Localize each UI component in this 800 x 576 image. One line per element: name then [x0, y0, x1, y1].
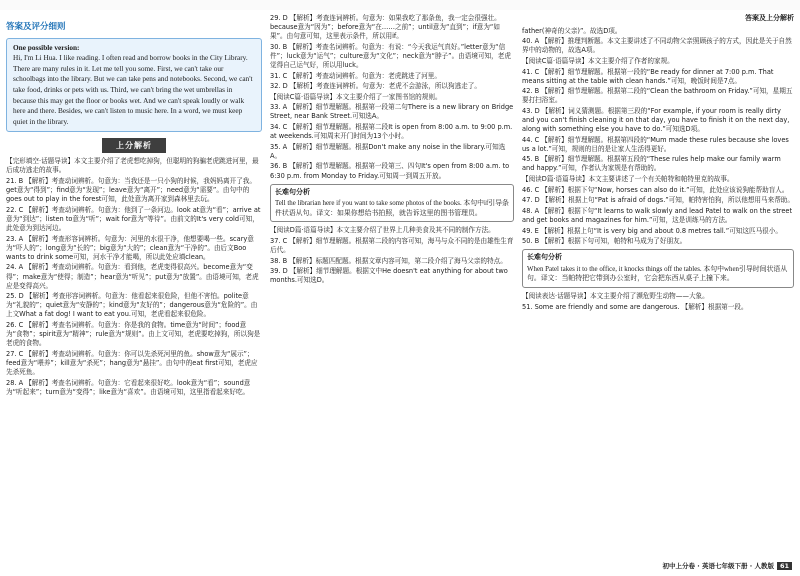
sentence-analysis-box [522, 249, 794, 288]
answer-paragraph: 21. B 【解析】考查动词辨析。句意为：当我还是一只小狗的时候，我妈妈离开了我。get意为“得到”；find意为“发现”；leave意为“离开”；need意为“需要”。由句中的goes out to play in the forest可知，此处意为离开家到森林里去玩。 [6, 177, 256, 204]
answer-paragraph: 42. B 【解析】细节理解题。根据第二段的“Clean the bathroom on Friday.”可知，星期五要打扫浴室。 [522, 87, 793, 105]
answer-paragraph: 【阅读表达·话题导读】本文主要介绍了濒危野生动物——大象。 [522, 291, 709, 300]
answer-paragraph: 【阅读C篇·语篇导读】本文主要介绍了作者的家规。 [522, 56, 674, 65]
right-header-tag: 答案及上分解析 [745, 14, 794, 22]
box-title: 长难句分析 [275, 187, 310, 196]
answer-paragraph: 27. C 【解析】考查动词辨析。句意为：你可以先杀死河里的鱼。show意为“展示”；feed意为“喂养”；kill意为“杀死”；hang意为“悬挂”。由句中的eat first可知，老虎应先杀死鱼。 [6, 349, 258, 376]
answer-paragraph: 40. A 【解析】推理判断题。本文主要讲述了不同动物父亲照顾孩子的方式，因此是关于自然界中的动物的，故选A项。 [522, 37, 792, 55]
answer-paragraph: 【阅读C篇·语篇导读】本文主要介绍了一家图书馆的规则。 [270, 92, 442, 101]
page-footer [662, 561, 792, 570]
answer-paragraph: 33. A 【解析】细节理解题。根据第一段第二句There is a new library on Bridge Street, near Bank Street.可知选A。 [270, 103, 514, 121]
answer-paragraph: 28. A 【解析】考查名词辨析。句意为：它看起来很好吃。look意为“看”；sound意为“听起来”；turn意为“变得”；like意为“喜欢”。由语境可知，这里指看起来好吃。 [6, 378, 251, 396]
answer-paragraph: 51. Some are friendly and some are dangerous. 【解析】根据第一段。 [522, 302, 748, 311]
footer-text: 初中上分卷 · 英语七年级下册 · 人教版 [662, 562, 774, 570]
answer-paragraph: 31. C 【解析】考查动词辨析。句意为：老虎跳进了河里。 [270, 71, 441, 80]
answer-paragraph: 24. A 【解析】考查动词辨析。句意为：看到他，老虎变得很高兴。become意为“变得”；make意为“使得；制造”；hear意为“听见”；put意为“放置”。由语境可知，老虎应是变得高兴。 [6, 263, 259, 290]
answer-paragraph: 36. B 【解析】细节理解题。根据第一段第三、四句It's open from 8:00 a.m. to 6:30 p.m. from Monday to Friday.可知周一到周五开放。 [270, 162, 510, 180]
column-left [6, 14, 262, 562]
essay-heading: One possible version: [13, 42, 80, 52]
answer-paragraph: 32. D 【解析】考查连词辨析。句意为：老虎不会游泳，所以狗逃走了。 [270, 82, 481, 91]
analysis-banner [6, 138, 262, 153]
essay-text: Hi, I'm Li Hua. I like reading. I often read and borrow books in the City Library. There are many rules in it. Let me tell you some. First, we can't take our schoolbags into the library. But we can take pens and notebooks. Second, we can't take food, drinks or pets with us. Third, we can't bring the wet umbrellas in because this may get the floor or books wet. And we can't speak loudly or walk here and there. Besides, we can't listen to music here. In a word, we must keep quiet in the library. [13, 53, 253, 126]
column-right [522, 14, 794, 562]
answer-paragraph: 【阅读D篇·语篇导读】本文主要介绍了世界上几种美食及其不同的制作方法。 [270, 226, 495, 235]
answer-paragraph: 46. C 【解析】根据下句“Now, horses can also do it.”可知，此处应该说狗能帮助盲人。 [522, 185, 789, 194]
answer-paragraph: 45. B 【解析】细节理解题。根据第五段的“These rules help make our family warm and happy.”可知，作者认为家规是有帮助的。 [522, 155, 781, 173]
answer-paragraph: 44. C 【解析】细节理解题。根据第四段的“Mum made these rules because she loves us a lot.”可知，规则的目的是让家人生活得更好。 [522, 135, 789, 153]
column-middle [270, 14, 514, 562]
answer-paragraph: 30. B 【解析】考查名词辨析。句意为：有说：“今天我运气真好。”letter意为“信件”；luck意为“运气”；culture意为“文化”；neck意为“脖子”。由语境可知，老虎觉得自己运气好，所以用luck。 [270, 42, 511, 69]
answer-paragraph: 【阅读D篇·语篇导读】本文主要讲述了一个有关帕特和帕特里克的故事。 [522, 175, 734, 184]
answer-paragraph: 25. D 【解析】考查形容词辨析。句意为：他看起来很危险，但他不害怕。polite意为“礼貌的”；quiet意为“安静的”；kind意为“友好的”；dangerous意为“危险的”。由上文What a fat dog! I want to eat you.可知，老虎看起来很危险。 [6, 292, 258, 319]
answer-paragraph: 22. C 【解析】考查动词辨析。句意为：他到了一条河边。look at意为“看”；arrive at意为“到达”；listen to意为“听”；wait for意为“等待”。由前文的It's very cold可知，此处意为到达河边。 [6, 205, 261, 233]
answer-paragraph: 29. D 【解析】考查连词辨析。句意为：如果我吃了那条鱼，我一定会很强壮。because意为“因为”；before意为“在……之前”；until意为“直到”；if意为“如果”。由句意可知，这里表示条件，所以用if。 [270, 14, 501, 41]
answer-paragraph: 35. A 【解析】细节理解题。根据Don't make any noise in the library.可知选A。 [270, 142, 506, 160]
banner-label: 上分解析 [102, 138, 166, 153]
box-title: 长难句分析 [527, 253, 562, 262]
answer-paragraph: 43. D 【解析】词义猜测题。根据第三段的“For example, if your room is really dirty and you can't finish cleaning it on that day, you have to finish it on the next day, along with something else you have to do.”可知选D项。 [522, 106, 790, 134]
box-text: Tell the librarian here if you want to take some photos of the books. 本句中if引导条件状语从句。译文：如果你想给书拍照，就告诉这里的图书管理员。 [275, 200, 509, 217]
top-strip [0, 0, 800, 10]
answer-paragraph: 41. C 【解析】细节理解题。根据第一段的“Be ready for dinner at 7:00 p.m. That means sitting at the table with clean hands.”可知，晚饭时间是7点。 [522, 67, 774, 85]
answer-paragraph: 【完形填空·话题导读】本文主要介绍了老虎想吃掉狗，但聪明的狗骗老虎跳进河里，最后成功逃走的故事。 [6, 157, 259, 175]
sentence-analysis-box [270, 184, 514, 223]
section-title: 答案及评分细则 [6, 22, 66, 32]
answer-paragraph: 34. C 【解析】细节理解题。根据第二段It is open from 8:00 a.m. to 9:00 p.m. at weekends.可知周末开门时间为13个小时。 [270, 123, 513, 141]
answer-paragraph: 47. D 【解析】根据上句“Pat is afraid of dogs.”可知，帕特害怕狗，所以他想用马来帮助。 [522, 196, 794, 205]
answer-paragraph: 49. E 【解析】根据上句“It is very big and about 0.8 metres tall.”可知这匹马很小。 [522, 226, 782, 235]
answer-paragraph: 26. C 【解析】考查名词辨析。句意为：你是我的食物。time意为“时间”；food意为“食物”；spirit意为“精神”；rule意为“规则”。由上文可知，老虎要吃掉狗，所以狗是老虎的食物。 [6, 320, 261, 348]
answer-paragraph: 50. B 【解析】根据下句可知，帕特和马成为了好朋友。 [522, 237, 687, 246]
answer-paragraph: 48. A 【解析】根据下句“It learns to walk slowly and lead Patel to walk on the street and get books and magazines for him.”可知，这是训练马的方法。 [522, 206, 793, 224]
answer-paragraph: 23. A 【解析】考查形容词辨析。句意为：河里的水很干净，他想要喝一些。scary意为“吓人的”；long意为“长的”；big意为“大的”；clean意为“干净的”。由后文Boo wants to drink some可知，河水干净才能喝，所以此处应填clean。 [6, 234, 254, 261]
answer-paragraph: 38. B 【解析】标题匹配题。根据文章内容可知，第二段介绍了海马父亲的特点。 [270, 256, 507, 265]
answer-paragraph: father(神奇的父亲)”。故选D项。 [522, 26, 622, 35]
answer-paragraph: 39. D 【解析】细节理解题。根据文中He doesn't eat anything for about two months.可知选D。 [270, 267, 508, 285]
model-essay-box [6, 38, 262, 133]
answer-paragraph: 37. C 【解析】细节理解题。根据第二段的内容可知，海马与众不同的是由雄性生育后代。 [270, 236, 514, 254]
box-text: When Patel takes it to the office, it knocks things off the tables. 本句中when引导时间状语从句。译文：当帕特把它带到办公室时，它会把东西从桌子上撞下来。 [527, 265, 788, 283]
page-number: 61 [777, 562, 792, 570]
